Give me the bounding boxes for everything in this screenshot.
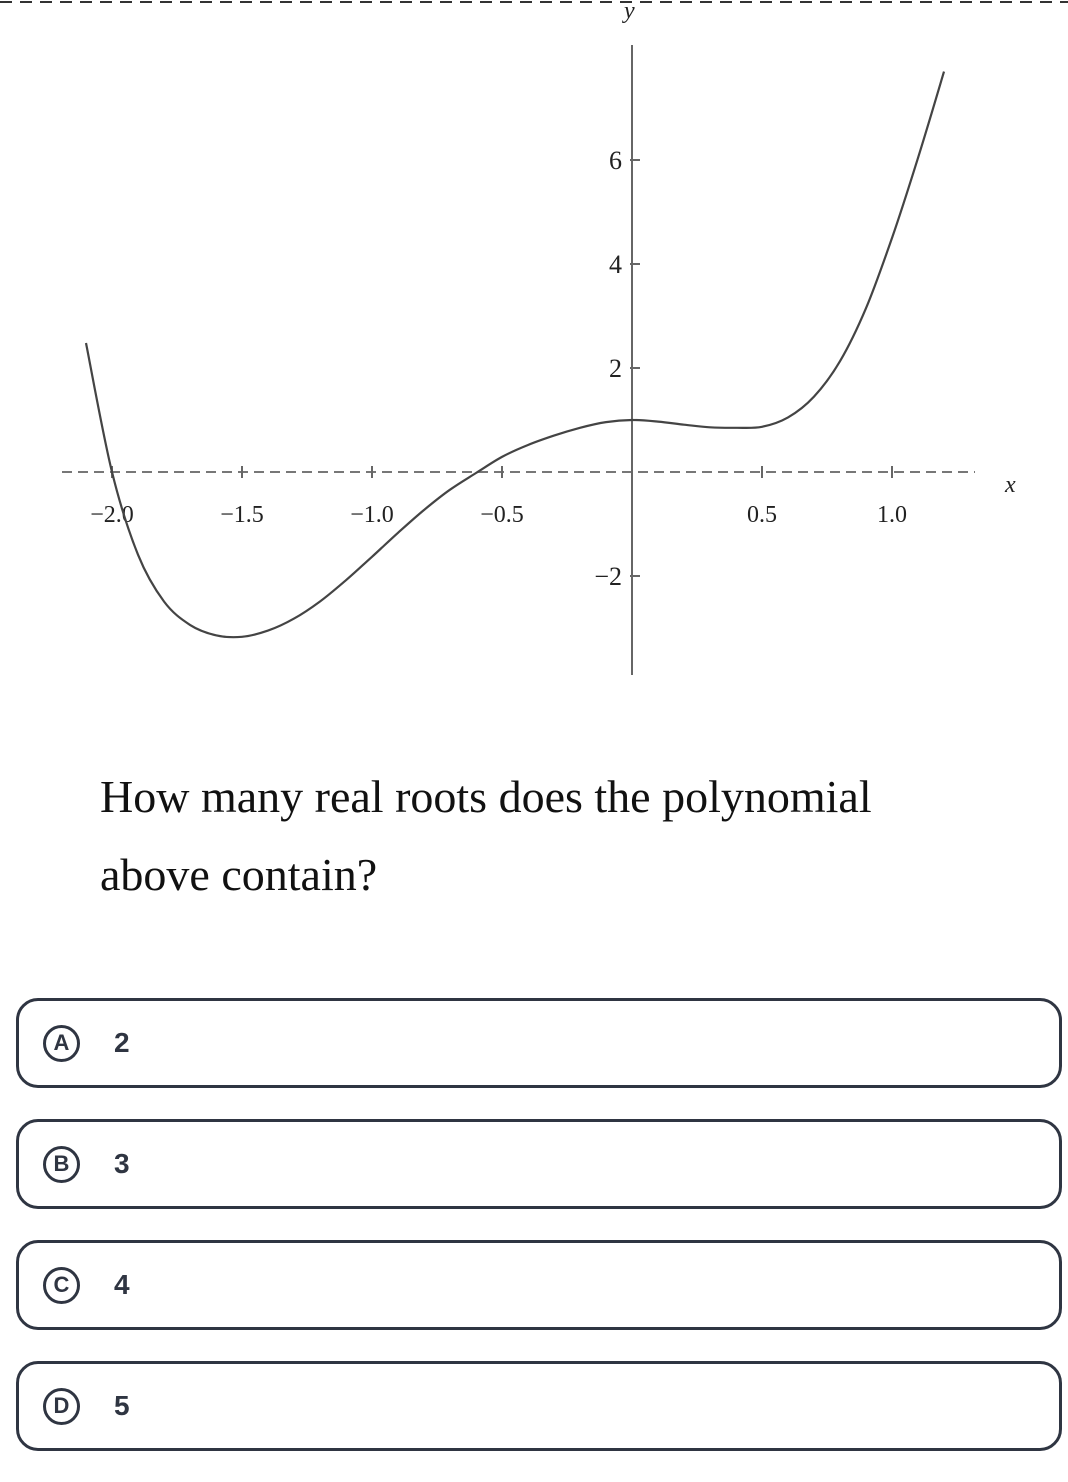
polynomial-curve [86,72,944,638]
question-line-1: How many real roots does the polynomial [100,771,872,822]
option-d-button[interactable] [16,1361,1062,1451]
x-tick-label: −2.0 [90,502,134,528]
question-line-2: above contain? [100,849,378,900]
y-tick-label: −2 [594,562,622,591]
x-tick-label: −1.0 [350,502,394,528]
y-tick-label: 4 [609,250,622,279]
polynomial-graph [0,0,1068,700]
y-tick-label: 2 [609,354,622,383]
option-c-letter-icon: C [43,1267,80,1304]
x-axis-label: x [1005,472,1016,498]
answer-options [16,998,1062,1482]
x-tick-label: −0.5 [480,502,524,528]
y-tick-label: 6 [609,146,622,175]
option-a-button[interactable] [16,998,1062,1088]
x-tick-label: −1.5 [220,502,264,528]
option-c-text: 4 [114,1269,130,1300]
option-a-letter-icon: A [43,1025,80,1062]
option-d-text: 5 [114,1390,130,1421]
option-a-text: 2 [114,1027,130,1058]
option-b-text: 3 [114,1148,130,1179]
option-b-letter-icon: B [43,1146,80,1183]
x-tick-label: 0.5 [747,502,777,528]
option-c-button[interactable] [16,1240,1062,1330]
y-axis-label: y [624,0,635,24]
question-text [100,758,980,914]
option-d-letter-icon: D [43,1388,80,1425]
x-tick-label: 1.0 [877,502,907,528]
option-b-button[interactable] [16,1119,1062,1209]
